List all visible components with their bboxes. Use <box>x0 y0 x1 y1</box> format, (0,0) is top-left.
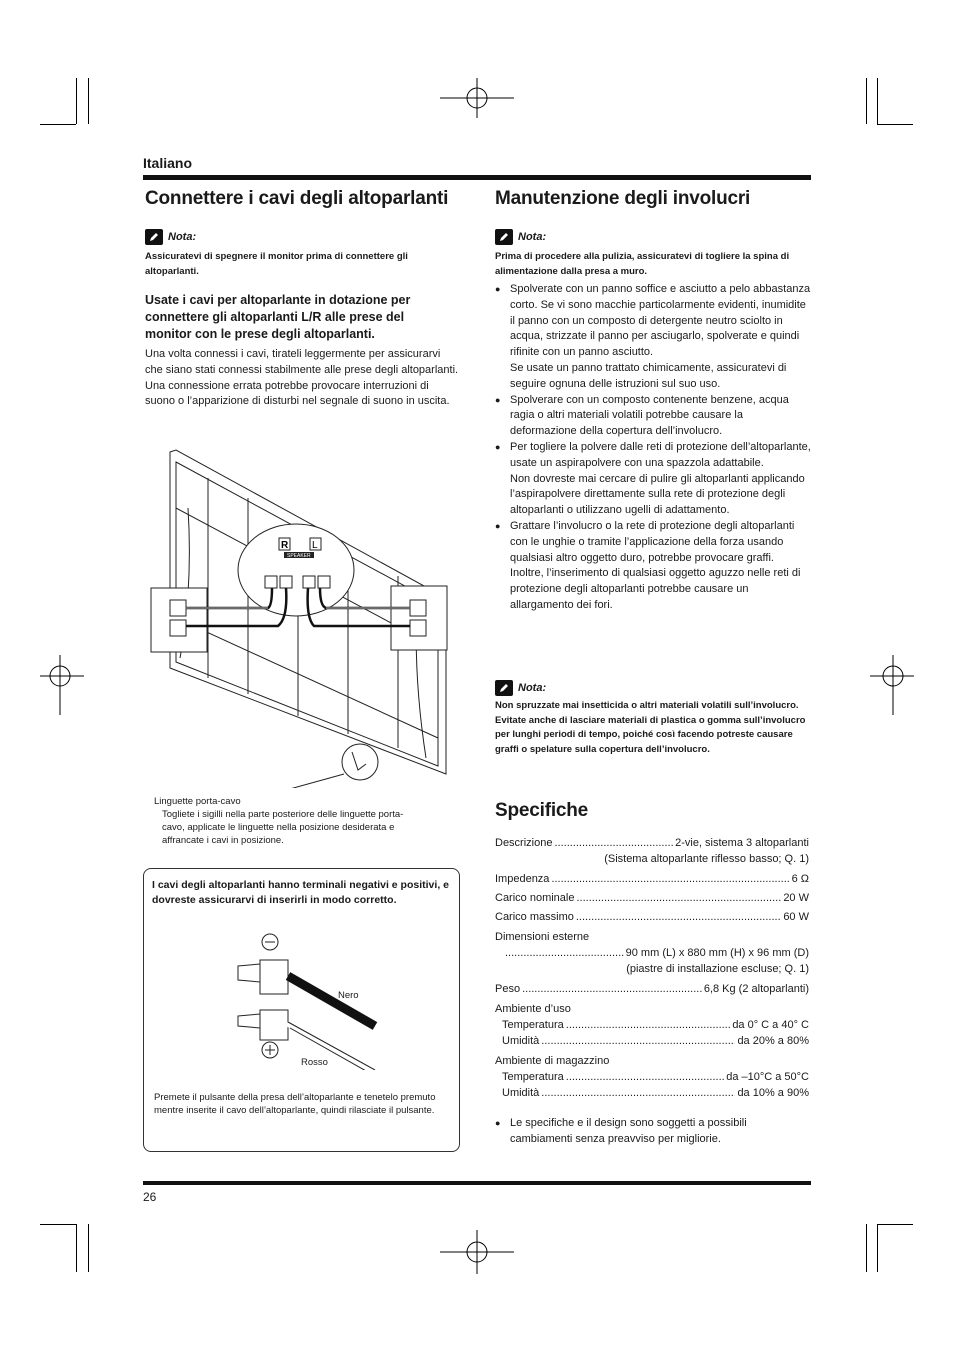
spec-row: Ambiente d’uso <box>495 1003 571 1015</box>
right-title: Manutenzione degli involucri <box>495 188 751 209</box>
nota-text-1: Assicuratevi di spegnere il monitor prima di connettere gli altoparlanti. <box>145 251 408 277</box>
list-item: ● Spolverare con un composto contenente benzene, acqua ragia o altri materiali volatili potrebbe causare la deformazione della copertura dell’involucro. <box>495 393 811 440</box>
left-body: Una volta connessi i cavi, tirateli leggermente per assicurarvi che siano stati connessi stabilmente alle prese degli altoparlanti. Una connessione errata potrebbe provocare interruzioni di suono o l’apparizione di disturbi nel segnale di suono in uscita. <box>145 348 459 408</box>
spec-title: Specifiche <box>495 800 589 821</box>
spec-row: Descrizione ..... 2-vie, sistema 3 altoparlanti <box>495 835 809 851</box>
spec-row: Carico massimo ..... 60 W <box>495 909 809 925</box>
label-l: L <box>312 540 318 551</box>
spec-row: Temperatura ..... da 0° C a 40° C <box>495 1017 809 1033</box>
pencil-icon <box>495 680 513 696</box>
registration-mark-bottom <box>438 1230 518 1274</box>
spec-row: (Sistema altoparlante riflesso basso; Q. 1) <box>604 853 809 865</box>
header-rule <box>143 175 811 180</box>
registration-mark-top <box>438 78 518 118</box>
spec-row: Temperatura ..... da –10°C a 50°C <box>495 1069 809 1085</box>
page-number: 26 <box>143 1190 157 1204</box>
nota-label-2: Nota: <box>495 229 546 245</box>
speaker-connection-figure <box>148 448 458 788</box>
spec-row: Impedenza ..... 6 Ω <box>495 871 809 887</box>
spec-row: (piastre di installazione escluse; Q. 1) <box>626 963 809 975</box>
spec-row: Dimensioni esterne <box>495 931 590 943</box>
spec-row: Ambiente di magazzino <box>495 1055 610 1067</box>
nota-text-3: Non spruzzate mai insetticida o altri materiali volatili sull’involucro. Evitate anche di lasciare materiali di plastica o gomma sull’involucro per lunghi periodi di tempo, poiché così facendo potreste causare graffi o spelature sulla copertura dell’involucro. <box>495 700 806 755</box>
label-rosso: Rosso <box>301 1057 328 1068</box>
spec-row: Carico nominale ..... 20 W <box>495 890 809 906</box>
spec-row: Peso ..... 6,8 Kg (2 altoparlanti) <box>495 981 809 997</box>
maintenance-list <box>495 282 811 614</box>
caption-text: Togliete i sigilli nella parte posteriore delle linguette porta-cavo, applicate le linguette nella posizione desiderata e affrancate i cavi in posizione. <box>162 809 404 846</box>
nota-label-1: Nota: <box>145 229 196 245</box>
spec-row: Umidità ..... da 10% a 90% <box>495 1085 809 1101</box>
registration-mark-right <box>870 655 914 715</box>
list-item: ● Grattare l’involucro o la rete di protezione degli altoparlanti con le unghie o tramite l’applicazione della forza usando qualsiasi altro oggetto duro, potrebbe provocare graffi. Inoltre, l’inserimento di qualsiasi oggetto aguzzo nelle reti di protezione degli altoparlanti potrebbe causare un allargamento dei fori. <box>495 519 811 614</box>
language-label: Italiano <box>143 155 193 171</box>
nota-label-3: Nota: <box>495 680 546 696</box>
label-nero: Nero <box>338 990 359 1001</box>
label-r: R <box>281 540 289 551</box>
list-item: ● Le specifiche e il design sono soggetti a possibili cambiamenti senza preavviso per migliorie. <box>495 1116 795 1148</box>
box-heading: I cavi degli altoparlanti hanno terminali negativi e positivi, e dovreste assicurarvi di inserirli in modo corretto. <box>152 879 449 906</box>
label-speaker: SPEAKER <box>287 553 311 559</box>
list-item: ● Per togliere la polvere dalle reti di protezione dell’altoparlante, usate un aspirapolvere con una spazzola adattabile. Non dovreste mai cercare di pulire gli altoparlanti applicando l’aspirapolvere direttamente sulla rete di protezione degli altoparlanti o utilizzano ugelli di adattamento. <box>495 440 811 519</box>
left-subheading: Usate i cavi per altoparlante in dotazione per connettere gli altoparlanti L/R alle prese del monitor con le prese degli altoparlanti. <box>145 293 411 341</box>
pencil-icon <box>145 229 163 245</box>
terminal-illustration <box>220 930 390 1070</box>
footer-rule <box>143 1181 811 1185</box>
caption-title: Linguette porta-cavo <box>154 796 241 807</box>
spec-row: Umidità ..... da 20% a 80% <box>495 1033 809 1049</box>
box-text: Premete il pulsante della presa dell’altoparlante e tenetelo premuto mentre inserite il cavo dell’altoparlante, quindi rilasciate il pulsante. <box>154 1092 436 1116</box>
nota-text-2: Prima di procedere alla pulizia, assicuratevi di togliere la spina di alimentazione dalla presa a muro. <box>495 251 790 277</box>
spec-note-list <box>495 1116 795 1148</box>
list-item: ● Spolverate con un panno soffice e asciutto a pelo abbastanza corto. Se vi sono macchie particolarmente evidenti, inumidite il panno con un composto di detergente neutro sciolto in acqua, strizzate il panno per asciugarlo, spolverate e quindi rifinite con un panno asciutto. Se usate un panno trattato chimicamente, assicuratevi di seguire ognuna delle istruzioni sul suo uso. <box>495 282 811 393</box>
registration-mark-left <box>40 655 84 715</box>
spec-row: ..... 90 mm (L) x 880 mm (H) x 96 mm (D) <box>495 945 809 961</box>
left-title: Connettere i cavi degli altoparlanti <box>145 188 449 209</box>
pencil-icon <box>495 229 513 245</box>
spec-table <box>495 835 809 1101</box>
